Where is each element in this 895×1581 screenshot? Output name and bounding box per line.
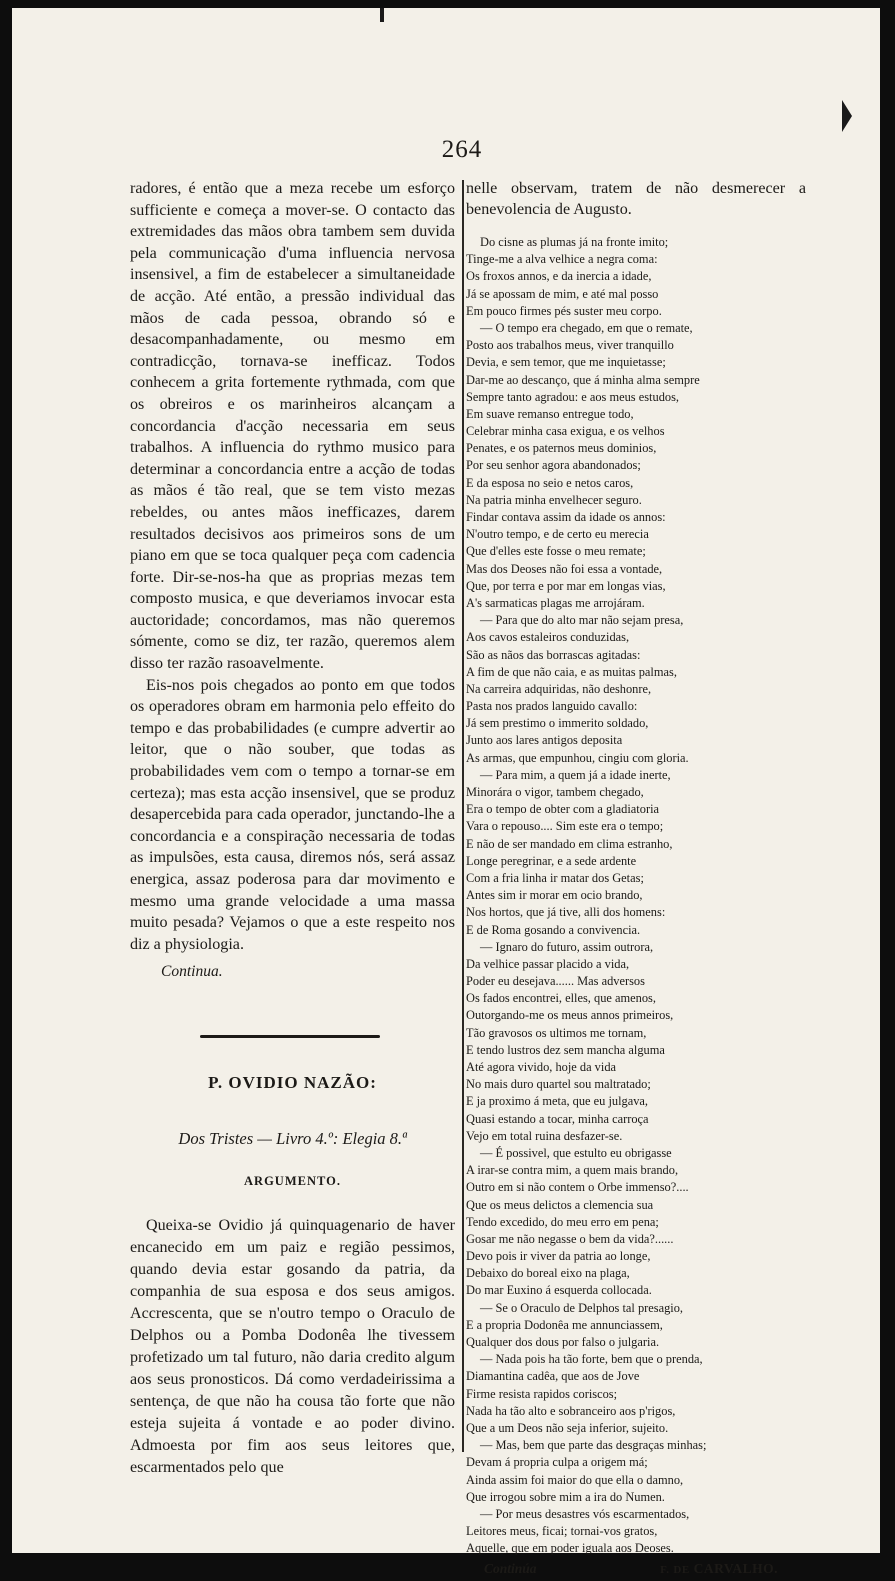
verse-line: Qualquer dos dous por falso o julgaria. xyxy=(466,1335,660,1349)
verse-line: Com a fria linha ir matar dos Getas; xyxy=(466,870,644,885)
verse-line: Os froxos annos, e da inercia a idade, xyxy=(466,269,652,284)
verse-line: Diamantina cadêa, que aos de Jove xyxy=(466,1369,640,1384)
verse-line: Que irrogou sobre mim a ira do Numen. xyxy=(466,1489,665,1504)
verse-line: — Por meus desastres vós escarmentados, xyxy=(480,1506,690,1521)
verse-line: Em pouco firmes pés suster meu corpo. xyxy=(466,303,662,318)
verse-line: E tendo lustros dez sem mancha alguma xyxy=(466,1042,665,1057)
verse-line: Que os meus delictos a clemencia sua xyxy=(466,1197,654,1212)
signature-initial: F. xyxy=(660,1564,670,1577)
verse-line: Quasi estando a tocar, minha carroça xyxy=(466,1111,649,1126)
verse-line: Por seu senhor agora abandonados; xyxy=(466,458,641,473)
verse-line: Era o tempo de obter com a gladiatoria xyxy=(466,802,660,817)
continua-note-right: Continúa xyxy=(484,1561,537,1577)
verse-line: Devo pois ir viver da patria ao longe, xyxy=(466,1249,651,1264)
right-column xyxy=(466,178,806,1581)
verse-line: Penates, e os paternos meus dominios, xyxy=(466,441,657,456)
verse-line: Celebrar minha casa exigua, e os velhos xyxy=(466,424,665,439)
verse-line: A's sarmaticas plagas me arrojáram. xyxy=(466,595,645,610)
verse-line: Outro em si não contem o Orbe immenso?.... xyxy=(466,1180,689,1195)
verse-line: Mas dos Deoses não foi essa a vontade, xyxy=(466,561,663,576)
verse-line: E não de ser mandado em clima estranho, xyxy=(466,836,673,851)
verse-line: N'outro tempo, e de certo eu merecia xyxy=(466,527,649,542)
verse-line: Devam á propria culpa a origem má; xyxy=(466,1455,648,1470)
poem-subtitle: Dos Tristes — Livro 4.º: Elegia 8.ª xyxy=(178,1128,407,1148)
verse-line: Os fados encontrei, elles, que amenos, xyxy=(466,991,656,1006)
verse-line: Tão gravosos os ultimos me tornam, xyxy=(466,1025,647,1040)
verse-line: Na carreira adquiridas, não deshonre, xyxy=(466,681,652,696)
verse-line: E da esposa no seio e netos caros, xyxy=(466,475,634,490)
verse-line: — Se o Oraculo de Delphos tal presagio, xyxy=(480,1300,684,1315)
verse-line: — Para que do alto mar não sejam presa, xyxy=(480,613,684,628)
verse-line: Do cisne as plumas já na fronte imito; xyxy=(480,235,669,249)
left-column xyxy=(130,178,455,1479)
verse-line: Aquelle, que em poder iguala aos Deoses. xyxy=(466,1541,674,1556)
verse-line: Devia, e sem temor, que me inquietasse; xyxy=(466,355,666,370)
signature-de: DE xyxy=(673,1564,690,1577)
verse-line: Até agora vivido, hoje da vida xyxy=(466,1060,617,1074)
verse-line: — Nada pois ha tão forte, bem que o prenda, xyxy=(480,1352,703,1367)
verse-line: Já se apossam de mim, e até mal posso xyxy=(466,286,659,301)
verse-line: — O tempo era chegado, em que o remate, xyxy=(480,320,693,335)
newspaper-page xyxy=(12,8,880,1577)
verse-line: Posto aos trabalhos meus, viver tranquillo xyxy=(466,338,674,353)
verse-line: Minorára o vigor, tambem chegado, xyxy=(466,785,644,799)
verse-line: Em suave remanso entregue todo, xyxy=(466,406,634,421)
verse-line: Debaixo do boreal eixo na plaga, xyxy=(466,1266,630,1281)
section-divider-rule xyxy=(200,1035,380,1038)
verse-line: E ja proximo á meta, que eu julgava, xyxy=(466,1094,649,1109)
verse-line: — Ignaro do futuro, assim outrora, xyxy=(480,939,654,954)
verse-line: E a propria Dodonêa me annunciassem, xyxy=(466,1317,663,1332)
translator-signature xyxy=(660,1561,778,1577)
verse-line: Já sem prestimo o immerito soldado, xyxy=(466,716,649,731)
verse-line: Junto aos lares antigos deposita xyxy=(466,733,623,748)
verse-line: Dar-me ao descanço, que á minha alma sempre xyxy=(466,372,700,387)
poem-title: P. OVIDIO NAZÃO: xyxy=(208,1072,377,1092)
argument-heading: ARGUMENTO. xyxy=(244,1174,341,1189)
argument-text: Queixa-se Ovidio já quinquagenario de haver encanecido em um paiz e região pessimos, quando devia estar gosando da patria, da companhia de sua esposa e dos seus amigos. Accrescenta, que se n'outro tempo o Oraculo de Delphos ou a Pomba Dodonêa lhe tivessem profetizado um tal futuro, não daria credito algum aos seus pronosticos. Dá como verdadeirissima a sentença, de que não ha cousa tão forte que não esteja sujeita á vontade e ao poder divino. Admoesta por fim aos seus leitores que, escarmentados pelo que xyxy=(130,1216,455,1476)
verse-line: Vejo em total ruina desfazer-se. xyxy=(466,1128,623,1143)
top-tick-mark xyxy=(380,8,384,22)
verse-line: — É possivel, que estulto eu obrigasse xyxy=(480,1145,672,1160)
verse-line: Pasta nos prados languido cavallo: xyxy=(466,699,638,714)
verse-line: Aos cavos estaleiros conduzidas, xyxy=(466,630,630,645)
verse-line: — Para mim, a quem já a idade inerte, xyxy=(480,767,671,782)
verse-line: Longe peregrinar, e a sede ardente xyxy=(466,853,637,868)
verse-line: A fim de que não caia, e as muitas palmas, xyxy=(466,664,677,679)
verse-line: Antes sim ir morar em ocio brando, xyxy=(466,888,643,903)
verse-line: Na patria minha envelhecer seguro. xyxy=(466,492,642,507)
column-divider xyxy=(462,180,464,1452)
verse-line: As armas, que empunhou, cingiu com gloria. xyxy=(466,750,689,765)
verse-line: — Mas, bem que parte das desgraças minhas; xyxy=(480,1438,707,1453)
verse-line: A irar-se contra mim, a quem mais brando, xyxy=(466,1163,679,1178)
verse-line: Da velhice passar placido a vida, xyxy=(466,956,630,971)
poem-verses xyxy=(466,234,806,1557)
article-paragraph-1: radores, é então que a meza recebe um esforço sufficiente e começa a mover-se. O contacto das extremidades das mãos obra tambem sem duvida pela communicação d'uma influencia nervosa insensivel, a fim de estabelecer a simultaneidade de acção. Até então, a pressão individual das mãos de cada pessoa, obrando só e desacompanhadamente, ou mesmo em contradicção, tornava-se inefficaz. Todos conhecem a grita fortemente rythmada, com que os obreiros e os marinheiros alcançam a concordancia d'acção necessaria em seus trabalhos. A influencia do rythmo musico para determinar a concordancia entre a acção de todas as mãos é tão real, que se tem visto mezas rebeldes, ou antes mãos inefficazes, darem resultados decisivos aos primeiros sons de um piano em que se toca qualquer peça com cadencia forte. Dir-se-nos-ha que as proprias mezas tem composto musica, e que deveriamos invocar esta auctoridade; concordamos, mas não queremos sómente, como se diz, ter razão, queremos alem disso ter razão rasoavelmente. xyxy=(130,180,455,673)
verse-line: Do mar Euxino á esquerda collocada. xyxy=(466,1283,652,1298)
verse-line: Outorgando-me os meus annos primeiros, xyxy=(466,1008,674,1023)
verse-line: Ainda assim foi maior do que ella o damno, xyxy=(466,1472,684,1487)
article-paragraph-2: Eis-nos pois chegados ao ponto em que todos os operadores obram em harmonia pelo effeito do tempo e das probabilidades (e cumpre advertir ao leitor, que o não souber, que todas as probabilidades vem com o tempo a tornar-se em certeza); mas esta acção insensivel, que se produz desapercebida para cada operador, junctando-lhe a concordancia e a conspiração necessaria de todas as impulsões, esta causa, diremos nós, será assaz energica, assaz poderosa para dar movimento e mesmo uma grande velocidade a uma massa muito pesada? Vejamos o que a este respeito nos diz a physiologia. xyxy=(130,676,455,953)
verse-line: Vara o repouso.... Sim este era o tempo; xyxy=(466,819,664,834)
verse-line: Gosar me não negasse o bem da vida?...... xyxy=(466,1231,674,1246)
verse-line: Nos hortos, que já tive, alli dos homens: xyxy=(466,905,666,920)
verse-line: No mais duro quartel sou maltratado; xyxy=(466,1077,651,1092)
verse-line: E de Roma gosando a convivencia. xyxy=(466,922,641,937)
verse-line: Findar contava assim da idade os annos: xyxy=(466,510,666,524)
verse-line: Poder eu desejava...... Mas adversos xyxy=(466,974,645,989)
verse-line: Nada ha tão alto e sobranceiro aos p'rigos, xyxy=(466,1403,676,1418)
page-number: 264 xyxy=(441,136,483,163)
verse-line: Leitores meus, ficai; tornai-vos gratos, xyxy=(466,1524,658,1539)
verse-line: Que, por terra e por mar em longas vias, xyxy=(466,578,666,593)
argument-continuation: nelle observam, tratem de não desmerecer a benevolencia de Augusto. xyxy=(466,180,806,218)
poem-footer xyxy=(466,1561,806,1581)
verse-line: Sempre tanto agradou: e aos meus estudos, xyxy=(466,389,680,404)
verse-line: Que d'elles este fosse o meu remate; xyxy=(466,544,646,559)
verse-line: Tinge-me a alva velhice a negra coma: xyxy=(466,252,658,267)
continua-note: Continua. xyxy=(161,963,223,981)
verse-line: São as nãos das borrascas agitadas: xyxy=(466,647,641,662)
signature-name: CARVALHO. xyxy=(693,1561,778,1577)
verse-line: Tendo excedido, do meu erro em pena; xyxy=(466,1214,659,1229)
verse-line: Que a um Deos não seja inferior, sujeito. xyxy=(466,1420,669,1435)
verse-line: Firme resista rapidos coriscos; xyxy=(466,1386,618,1401)
page-edge-mark xyxy=(842,100,852,132)
